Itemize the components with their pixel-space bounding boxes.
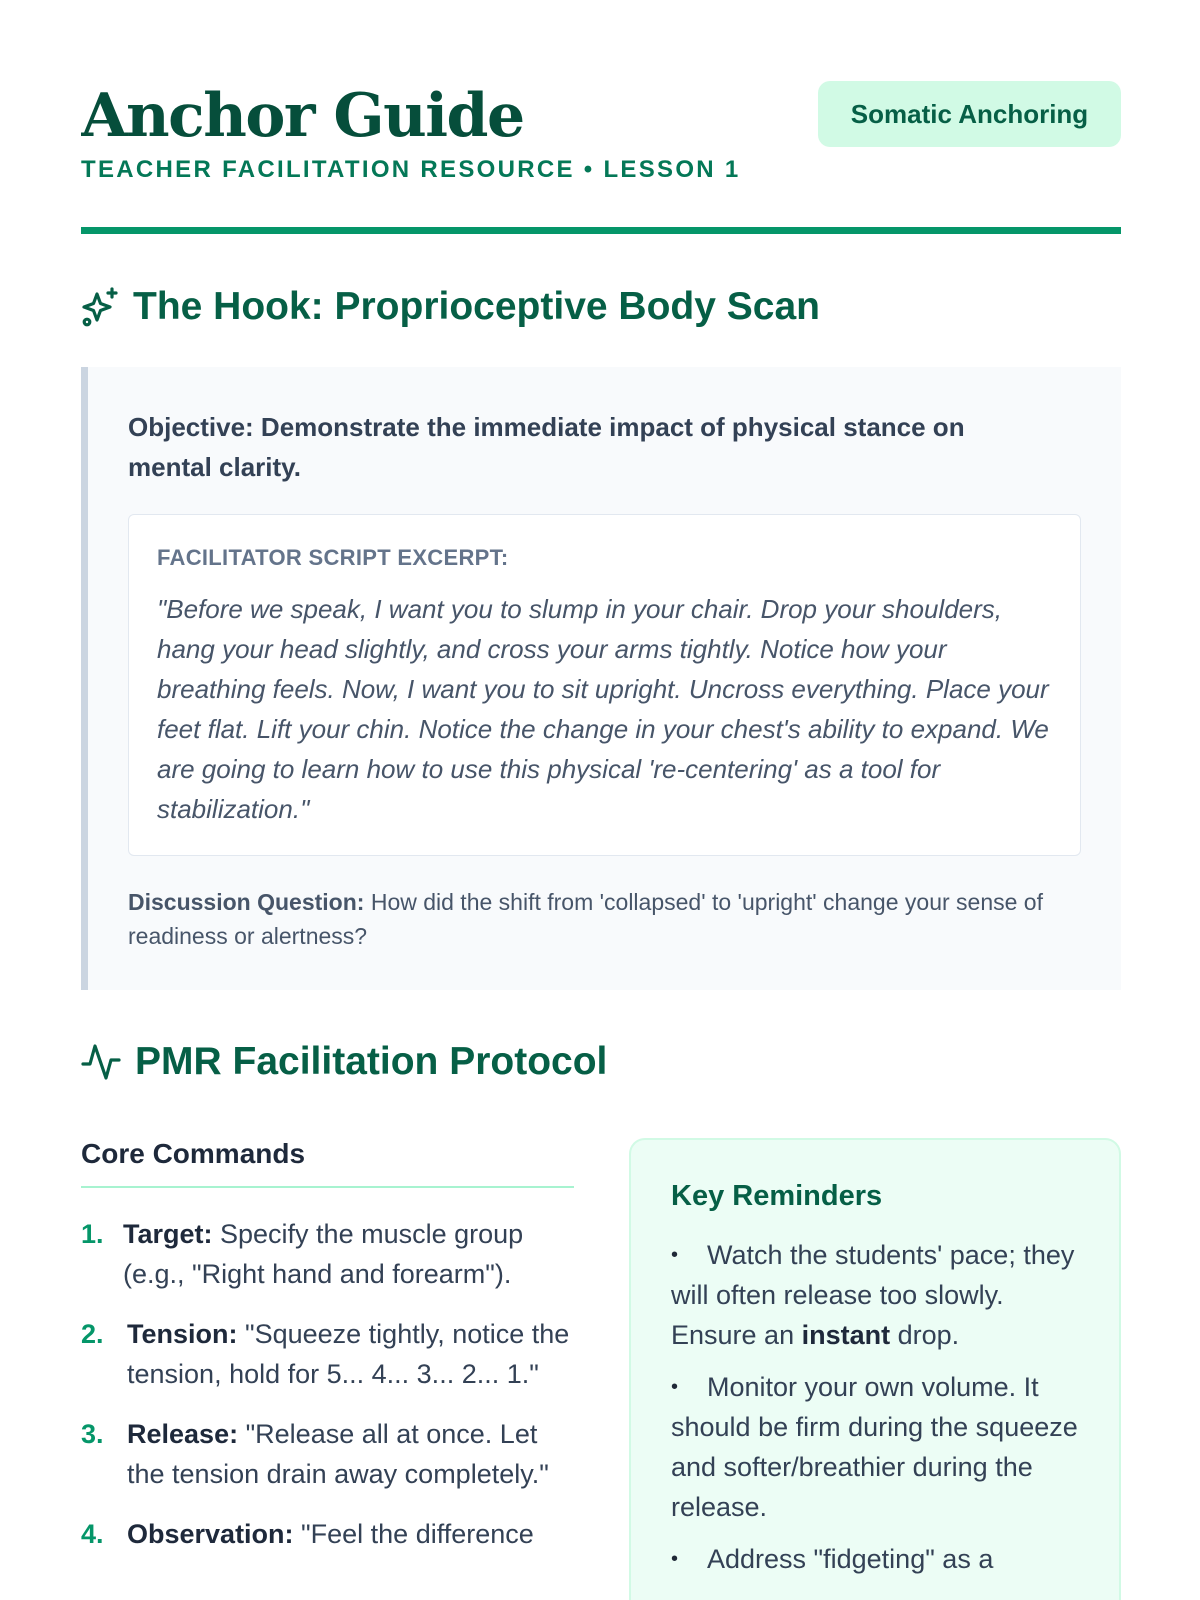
command-item — [81, 1214, 574, 1294]
activity-icon — [81, 1042, 121, 1082]
reminder-emphasis: instant — [801, 1320, 891, 1350]
script-label: FACILITATOR SCRIPT EXCERPT: — [157, 545, 509, 570]
reminder-text-end: drop. — [890, 1320, 960, 1350]
pmr-section-heading — [81, 1040, 607, 1084]
reminder-text: Address "fidgeting" as a — [707, 1544, 994, 1574]
command-text: Specify the muscle group (e.g., "Right hand and forearm"). — [123, 1219, 524, 1289]
script-excerpt-box — [128, 514, 1081, 856]
key-reminders-title: Key Reminders — [671, 1180, 883, 1212]
pmr-heading-text: PMR Facilitation Protocol — [135, 1040, 608, 1083]
command-text: "Squeeze tightly, notice the tension, hold for 5... 4... 3... 2... 1." — [127, 1319, 570, 1389]
lesson-page — [81, 0, 1121, 1600]
bullet-icon: • — [671, 1548, 679, 1570]
hook-heading-text: The Hook: Proprioceptive Body Scan — [133, 285, 820, 328]
command-term: Observation: — [127, 1519, 294, 1549]
command-text: "Feel the difference — [293, 1519, 534, 1549]
header-divider — [81, 227, 1121, 234]
reminder-item — [671, 1367, 1081, 1527]
command-list — [81, 1214, 574, 1554]
command-text: "Release all at once. Let the tension drain away completely." — [127, 1419, 549, 1489]
core-commands-title: Core Commands — [81, 1138, 574, 1188]
topic-badge: Somatic Anchoring — [818, 81, 1121, 147]
key-reminders-card — [629, 1138, 1121, 1600]
command-item — [81, 1414, 574, 1494]
page-subtitle: TEACHER FACILITATION RESOURCE • LESSON 1 — [81, 156, 741, 183]
hook-card — [81, 367, 1121, 990]
hook-section-heading — [81, 285, 820, 329]
reminder-item — [671, 1539, 1081, 1579]
sparkles-icon — [81, 287, 119, 327]
page-header — [81, 0, 1121, 234]
reminder-text: Watch the students' pace; they will often release too slowly. Ensure an — [671, 1240, 1075, 1350]
objective-text: Objective: Demonstrate the immediate impact of physical stance on mental clarity. — [128, 412, 965, 482]
command-number: 2. — [81, 1319, 104, 1349]
command-item — [81, 1314, 574, 1394]
command-number: 1. — [81, 1219, 104, 1249]
discussion-text: How did the shift from 'collapsed' to 'upright' change your sense of readiness or alertness? — [128, 889, 1043, 949]
command-number: 3. — [81, 1419, 104, 1449]
page-title: Anchor Guide — [81, 81, 524, 151]
command-term: Release: — [127, 1419, 239, 1449]
reminder-item — [671, 1235, 1081, 1355]
reminder-text: Monitor your own volume. It should be firm during the squeeze and softer/breathier during the release. — [671, 1372, 1078, 1522]
core-commands — [81, 1138, 574, 1574]
bullet-icon: • — [671, 1376, 679, 1398]
reminder-list — [671, 1235, 1081, 1579]
script-text: "Before we speak, I want you to slump in your chair. Drop your shoulders, hang your head slightly, and cross your arms tightly. Notice how your breathing feels. Now, I want you to sit upright. Uncross everything. Place your feet flat. Lift your chin. Notice the change in your chest's ability to expand. We are going to learn how to use this physical 're-centering' as a tool for stabilization." — [157, 594, 1049, 824]
command-term: Target: — [123, 1219, 213, 1249]
command-term: Tension: — [127, 1319, 238, 1349]
discussion-question — [128, 885, 1058, 953]
discussion-label: Discussion Question: — [128, 889, 365, 915]
bullet-icon: • — [671, 1244, 679, 1266]
command-item — [81, 1514, 574, 1554]
command-number: 4. — [81, 1519, 104, 1549]
